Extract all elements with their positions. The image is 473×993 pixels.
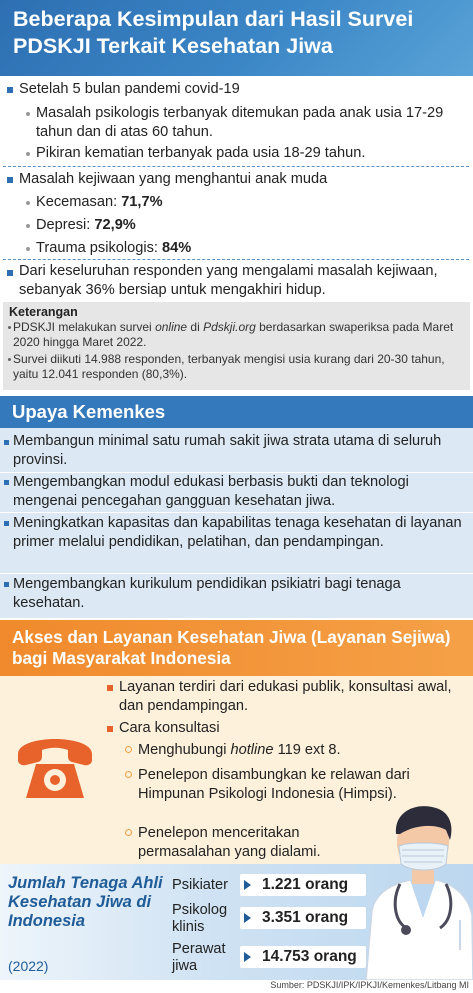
- note-box: [3, 302, 470, 390]
- bullet-square: [4, 521, 9, 526]
- stat-depression: [36, 216, 136, 235]
- stat-trauma: [36, 239, 191, 258]
- stat-label: Trauma psikologis:: [36, 240, 162, 256]
- sub-bullet: [26, 201, 30, 205]
- step-text: 119 ext 8.: [273, 742, 341, 758]
- stat-label: Kecemasan:: [36, 194, 122, 210]
- page-title: Beberapa Kesimpulan dari Hasil Survei PDSKJI Terkait Kesehatan Jiwa: [13, 7, 414, 58]
- bullet-square: [4, 440, 9, 445]
- kemenkes-item-2: Mengembangkan modul edukasi berbasis bukti dan teknologi mengenai pencegahan gangguan kesehatan jiwa.: [13, 474, 409, 509]
- stat-value: 84%: [162, 240, 192, 256]
- stat-value: 72,9%: [94, 217, 136, 233]
- divider: [3, 166, 469, 167]
- sejiwa-step-1: [138, 741, 341, 760]
- sejiwa-header: [0, 620, 473, 676]
- bullet-square: [4, 480, 9, 485]
- row-divider: [0, 573, 473, 574]
- bullet-square: [7, 270, 13, 276]
- note-line-2: Survei diikuti 14.988 responden, terbanyak mengisi usia kurang dari 20-30 tahun, yaitu 12.041 responden (80,3%).: [13, 352, 445, 381]
- stat-label: Depresi:: [36, 217, 95, 233]
- survey-point-1-sub-2: Pikiran kematian terbanyak pada usia 18-29 tahun.: [36, 145, 366, 161]
- arrow-right-icon: [244, 952, 251, 962]
- bullet-square: [7, 177, 13, 183]
- step-text-italic: hotline: [230, 742, 274, 758]
- sub-bullet-circle: [125, 829, 132, 836]
- kemenkes-item-3: Meningkatkan kapasitas dan kapabilitas tenaga kesehatan di layanan primer melalui pendidikan, pelatihan, dan pendampingan.: [13, 515, 462, 550]
- sejiwa-point-1: Layanan terdiri dari edukasi publik, konsultasi awal, dan pendampingan.: [119, 679, 452, 714]
- tenaga-label-perawat: Perawat jiwa: [172, 941, 226, 974]
- kemenkes-section: [0, 428, 473, 618]
- telephone-icon: [12, 720, 98, 806]
- note-bullet: [8, 326, 11, 329]
- step-text: Menghubungi: [138, 742, 231, 758]
- bullet-square: [4, 582, 9, 587]
- survey-point-3: Dari keseluruhan responden yang mengalami masalah kejiwaan, sebanyak 36% bersiap untuk mengakhiri hidup.: [19, 263, 438, 298]
- sejiwa-title: Akses dan Layanan Kesehatan Jiwa (Layanan Sejiwa) bagi Masyarakat Indonesia: [12, 627, 451, 668]
- note-text: berdasarkan swaperiksa pada Maret 2020 hingga Maret 2022.: [13, 320, 454, 349]
- row-divider: [0, 512, 473, 513]
- source-credit: Sumber: PDSKJI/IPK/IPKJI/Kemenkes/Litbang MI: [270, 980, 469, 990]
- tenaga-value-perawat: 14.753 orang: [262, 948, 357, 965]
- note-bullet: [8, 358, 11, 361]
- note-text: di: [187, 320, 204, 334]
- sub-bullet: [26, 224, 30, 228]
- tenaga-title: Jumlah Tenaga Ahli Kesehatan Jiwa di Indonesia: [8, 874, 163, 930]
- note-heading: Keterangan: [9, 305, 78, 319]
- bullet-square: [107, 685, 113, 691]
- tenaga-label-psikiater: Psikiater: [172, 877, 228, 893]
- tenaga-label-psikolog: Psikolog klinis: [172, 902, 228, 935]
- sub-bullet-circle: [125, 746, 132, 753]
- tenaga-value-psikiater: 1.221 orang: [262, 876, 349, 893]
- survey-point-2: Masalah kejiwaan yang menghantui anak muda: [19, 171, 328, 187]
- doctor-illustration: [362, 800, 473, 980]
- kemenkes-header: [0, 396, 473, 428]
- arrow-right-icon: [244, 880, 251, 890]
- survey-point-1: Setelah 5 bulan pandemi covid-19: [19, 81, 240, 97]
- bullet-square: [7, 87, 13, 93]
- stat-anxiety: [36, 193, 163, 212]
- divider: [3, 259, 469, 260]
- note-line-1: [13, 320, 463, 350]
- sub-bullet: [26, 247, 30, 251]
- tenaga-value-psikolog: 3.351 orang: [262, 909, 349, 926]
- header-banner: [0, 0, 473, 76]
- note-text-italic: online: [155, 320, 188, 334]
- sub-bullet: [26, 112, 30, 116]
- survey-point-1-sub-1: Masalah psikologis terbanyak ditemukan pada anak usia 17-29 tahun dan di atas 60 tahun.: [36, 105, 444, 140]
- note-link-text: Pdskji.org: [203, 320, 256, 334]
- sub-bullet-circle: [125, 771, 132, 778]
- kemenkes-title: Upaya Kemenkes: [12, 401, 166, 422]
- kemenkes-item-4: Mengembangkan kurikulum pendidikan psikiatri bagi tenaga kesehatan.: [13, 576, 401, 611]
- sejiwa-point-2: Cara konsultasi: [119, 720, 220, 736]
- kemenkes-item-1: Membangun minimal satu rumah sakit jiwa strata utama di seluruh provinsi.: [13, 433, 442, 468]
- note-text: PDSKJI melakukan survei: [13, 320, 156, 334]
- tenaga-year: (2022): [8, 958, 49, 974]
- stat-value: 71,7%: [121, 194, 163, 210]
- sejiwa-step-3: Penelepon menceritakan permasalahan yang dialami.: [138, 825, 321, 860]
- bullet-square: [107, 726, 113, 732]
- sejiwa-step-2: Penelepon disambungkan ke relawan dari Himpunan Psikologi Indonesia (Himpsi).: [138, 767, 410, 802]
- sub-bullet: [26, 152, 30, 156]
- arrow-right-icon: [244, 913, 251, 923]
